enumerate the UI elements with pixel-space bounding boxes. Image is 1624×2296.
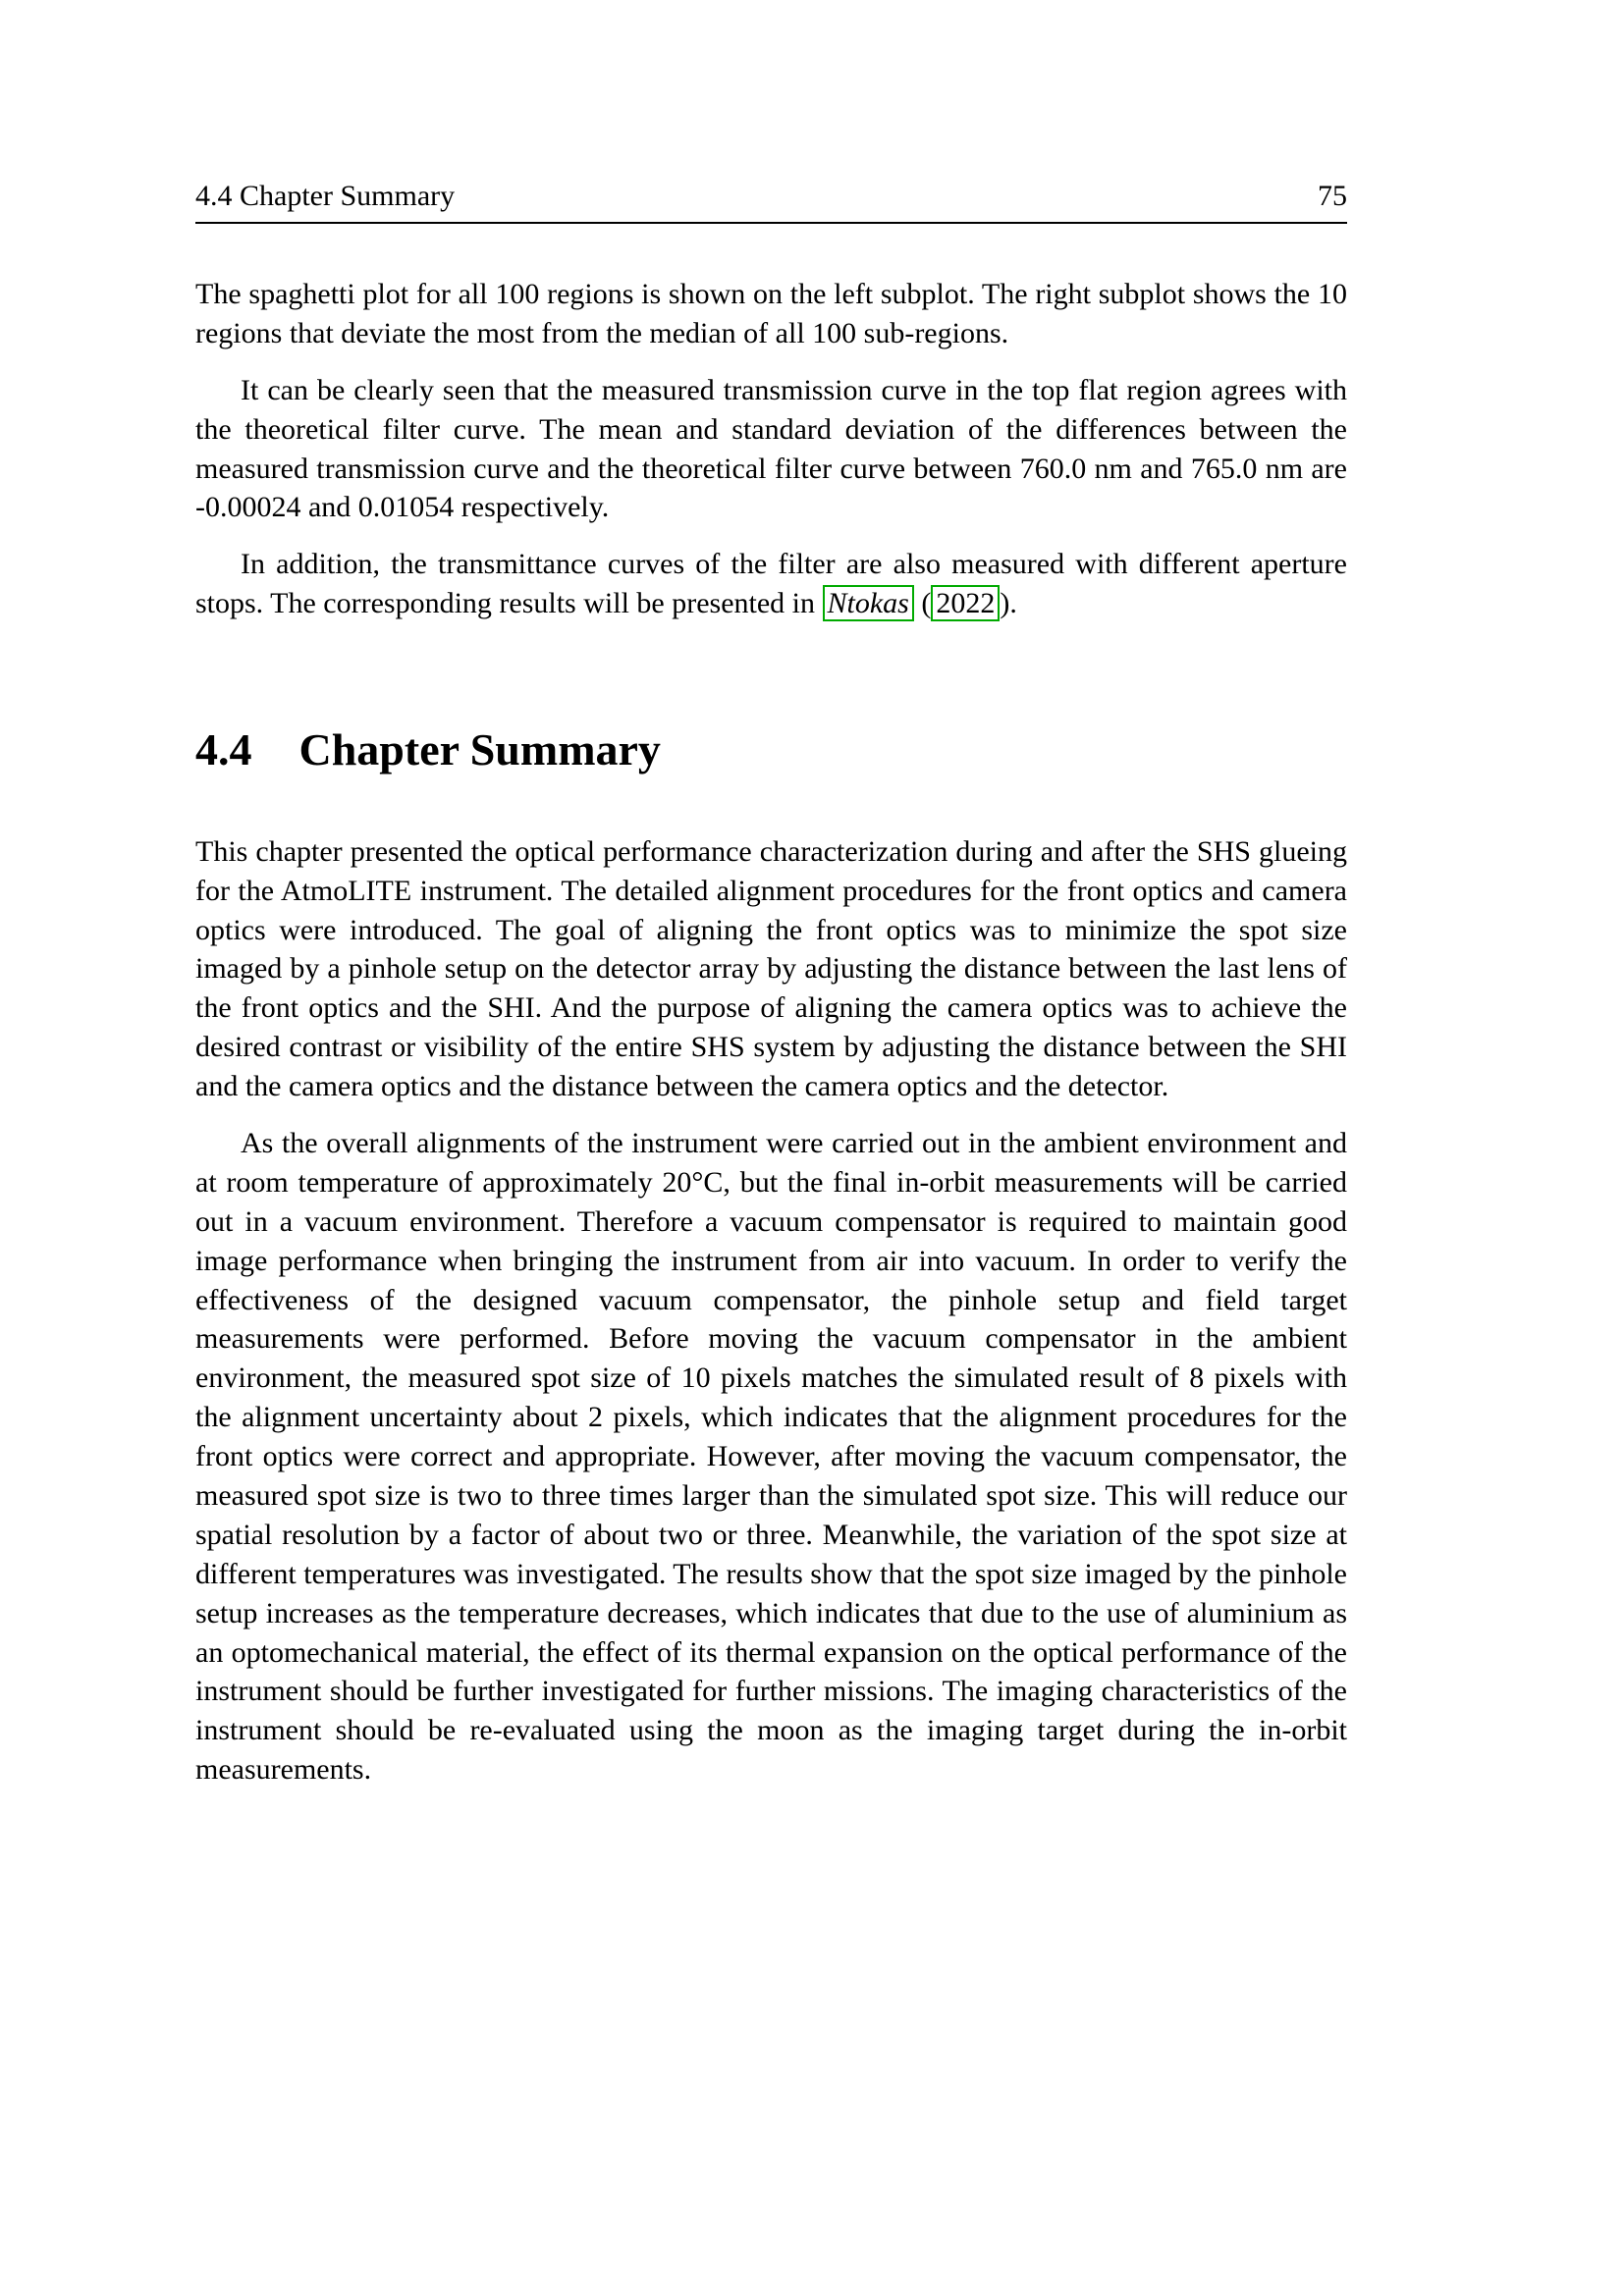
citation-close: ). bbox=[1000, 587, 1017, 620]
paragraph-summary-1: This chapter presented the optical performance characterization during and after the SHS glueing for the AtmoLITE instrument. The detailed alignment procedures for the front optics and camera optics were introduced. The goal of aligning the front optics was to minimize the spot size imaged by a pinhole setup on the detector array by adjusting the distance between the last lens of the front optics and the SHI. And the purpose of aligning the camera optics was to achieve the desired contrast or visibility of the entire SHS system by adjusting the distance between the SHI and the camera optics and the distance between the camera optics and the detector. bbox=[195, 834, 1347, 1103]
running-header bbox=[195, 180, 1347, 212]
paragraph-summary-2: As the overall alignments of the instrument were carried out in the ambient environment and at room temperature of approximately 20°C, but the final in-orbit measurements will be carried out in a vacuum environment. Therefore a vacuum compensator is required to maintain good image performance when bringing the instrument from air into vacuum. In order to verify the effectiveness of the designed vacuum compensator, the pinhole setup and field target measurements were performed. Before moving the vacuum compensator in the ambient environment, the measured spot size of 10 pixels matches the simulated result of 8 pixels with the alignment uncertainty about 2 pixels, which indicates that the alignment procedures for the front optics were correct and appropriate. However, after moving the vacuum compensator, the measured spot size is two to three times larger than the simulated spot size. This will reduce our spatial resolution by a factor of about two or three. Meanwhile, the variation of the spot size at different temperatures was investigated. The results show that the spot size imaged by the pinhole setup increases as the temperature decreases, which indicates that due to the use of aluminium as an optomechanical material, the effect of its thermal expansion on the optical performance of the instrument should be further investigated for further missions. The imaging characteristics of the instrument should be re-evaluated using the moon as the imaging target during the in-orbit measurements. bbox=[195, 1126, 1347, 1787]
citation-open-paren: ( bbox=[921, 587, 932, 620]
text-block bbox=[195, 180, 1347, 1807]
paragraph-intro-3 bbox=[195, 545, 1347, 623]
paragraph-intro-1: The spaghetti plot for all 100 regions is shown on the left subplot. The right subplot shows the 10 regions that deviate the most from the median of all 100 sub-regions. bbox=[195, 278, 1347, 349]
header-section-label: 4.4 Chapter Summary bbox=[195, 180, 456, 212]
section-number: 4.4 bbox=[195, 724, 252, 775]
section-title: Chapter Summary bbox=[298, 724, 661, 775]
body-text bbox=[195, 275, 1347, 1789]
header-rule bbox=[195, 222, 1347, 224]
page-number: 75 bbox=[1318, 180, 1347, 212]
citation-year-link[interactable]: 2022 bbox=[931, 585, 1000, 621]
paragraph-intro-3-lead: In addition, the transmittance curves of the filter are also measured with different aperture stops. The corresponding results will be presented in bbox=[195, 548, 1347, 620]
paragraph-intro-2: It can be clearly seen that the measured transmission curve in the top flat region agrees with the theoretical filter curve. The mean and standard deviation of the differences between the measured transmission curve and the theoretical filter curve between 760.0 nm and 765.0 nm are -0.00024 and 0.01054 respectively. bbox=[195, 373, 1347, 524]
citation-author-link[interactable]: Ntokas bbox=[823, 585, 914, 621]
section-heading bbox=[195, 725, 1347, 775]
